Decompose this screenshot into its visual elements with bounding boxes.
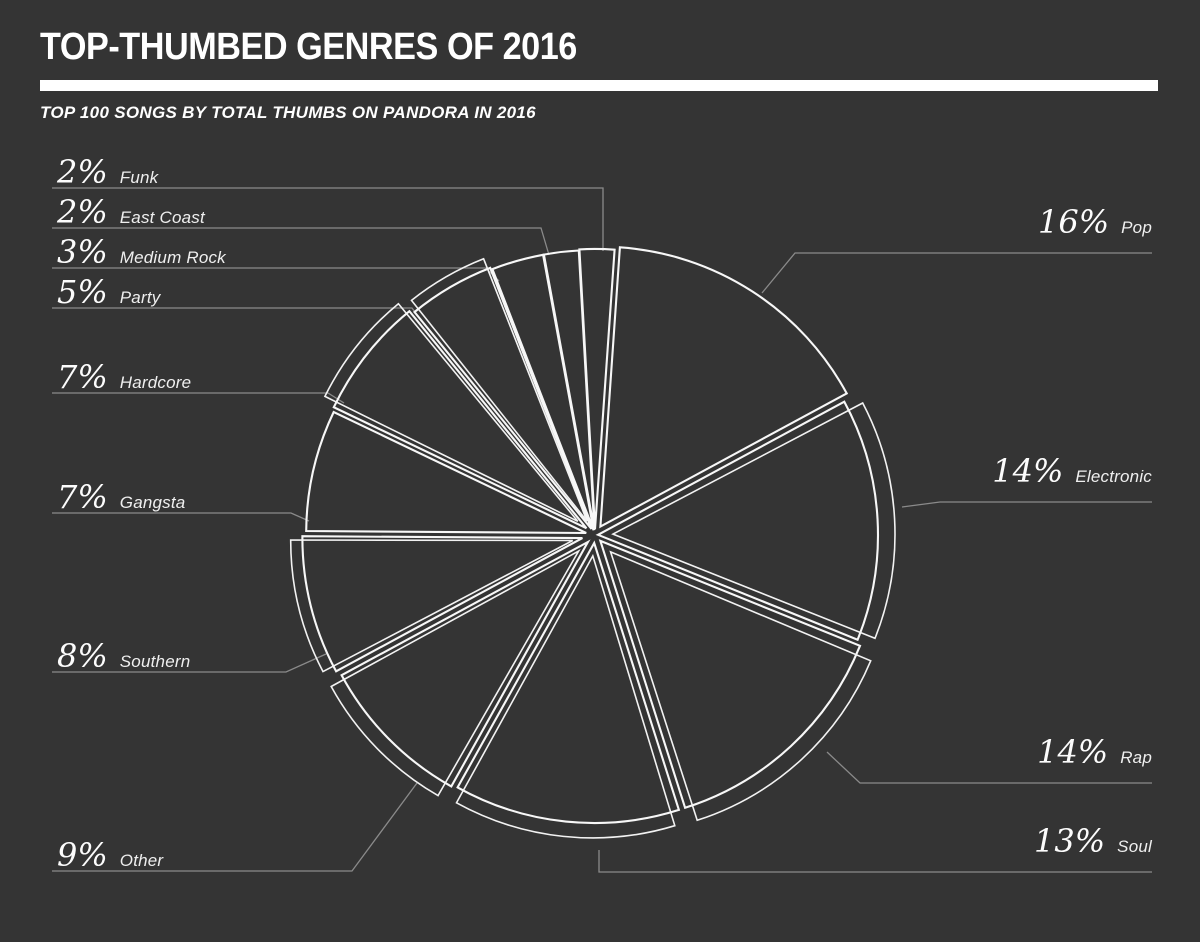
pie-slice-pop <box>600 247 846 526</box>
percent-value: 7% <box>57 478 108 516</box>
leader-line-pop <box>762 253 1152 293</box>
genre-name: Rap <box>1120 748 1152 767</box>
percent-value: 16% <box>1038 203 1110 241</box>
label-electronic <box>992 454 1152 488</box>
percent-value: 14% <box>1037 733 1109 771</box>
percent-value: 2% <box>57 193 108 231</box>
pie-slice-hardcore-sketch <box>325 304 578 522</box>
genre-name: Electronic <box>1075 467 1152 486</box>
leader-line-electronic <box>902 502 1152 507</box>
label-funk <box>57 155 158 189</box>
label-soul <box>1034 824 1152 858</box>
label-gangsta <box>57 480 185 514</box>
label-other <box>57 838 163 872</box>
chart-title: TOP-THUMBED GENRES OF 2016 <box>40 26 577 68</box>
leader-lines <box>52 188 1152 872</box>
genre-name: Funk <box>119 168 159 187</box>
percent-value: 2% <box>57 153 108 191</box>
genre-name: Southern <box>119 652 191 671</box>
genre-name: Hardcore <box>119 373 192 392</box>
label-rap <box>1037 735 1152 769</box>
pie-chart <box>291 247 895 838</box>
genre-name: Other <box>119 851 164 870</box>
percent-value: 14% <box>992 452 1064 490</box>
genre-name: Soul <box>1117 837 1152 856</box>
pie-slice-other-sketch <box>331 551 578 796</box>
label-pop <box>1038 205 1152 239</box>
label-medium-rock <box>57 235 226 269</box>
genre-name: Medium Rock <box>119 248 226 267</box>
percent-value: 7% <box>57 358 108 396</box>
percent-value: 13% <box>1034 822 1106 860</box>
genre-name: Party <box>119 288 161 307</box>
genre-name: East Coast <box>119 208 205 227</box>
percent-value: 3% <box>57 233 108 271</box>
pie-slice-medium-rock <box>492 255 593 530</box>
percent-value: 8% <box>57 637 108 675</box>
percent-value: 5% <box>57 273 108 311</box>
pie-slice-southern-sketch <box>291 540 573 672</box>
chart-subtitle: TOP 100 SONGS BY TOTAL THUMBS ON PANDORA IN 2016 <box>40 103 536 122</box>
label-east-coast <box>57 195 205 229</box>
label-party <box>57 275 160 309</box>
genre-name: Gangsta <box>119 493 186 512</box>
label-hardcore <box>57 360 191 394</box>
percent-value: 9% <box>57 836 108 874</box>
genre-name: Pop <box>1121 218 1152 237</box>
label-southern <box>57 639 190 673</box>
